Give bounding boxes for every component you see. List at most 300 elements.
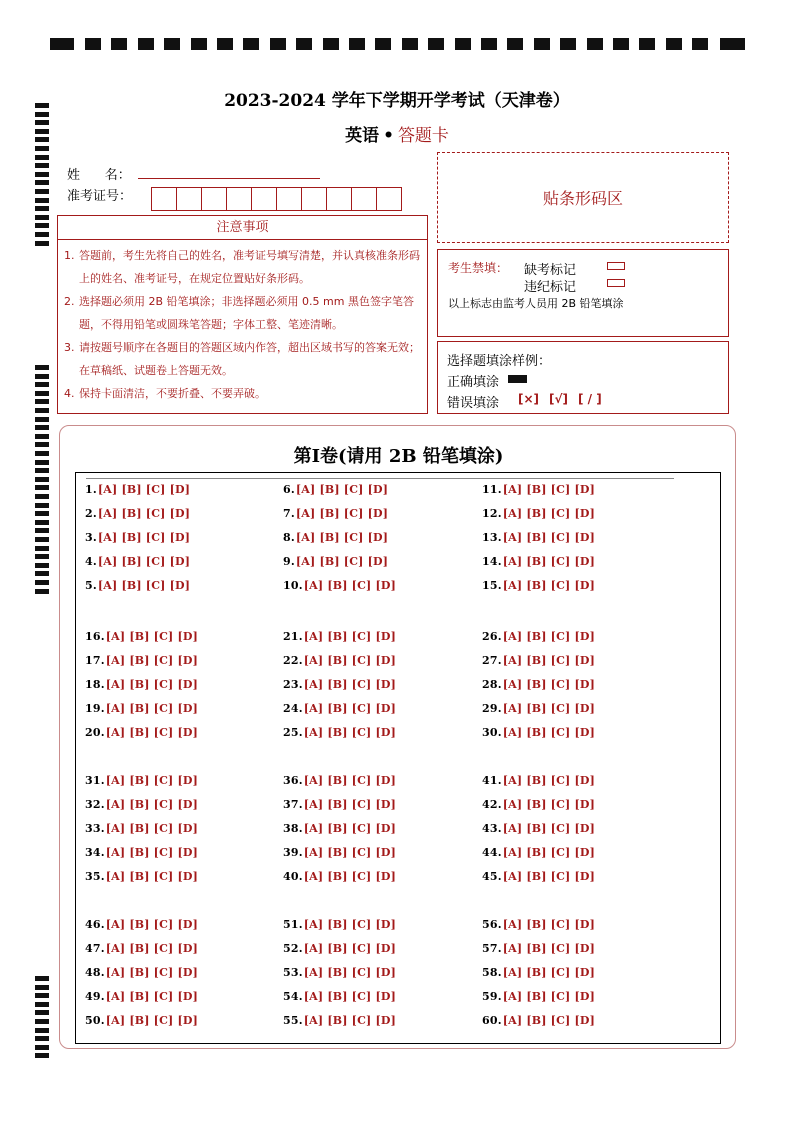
answer-options[interactable]: [A] [B] [C] [D] [295, 555, 389, 568]
timing-mark [191, 38, 207, 50]
question-58 [482, 966, 595, 979]
question-53 [283, 966, 396, 979]
question-28 [482, 678, 595, 691]
question-number: 8. [283, 531, 295, 544]
answer-options[interactable]: [A] [B] [C] [D] [105, 942, 199, 955]
sample-title: 选择题填涂样例： [447, 354, 552, 369]
question-number: 4. [85, 555, 97, 568]
question-number: 48. [85, 966, 105, 979]
question-number: 9. [283, 555, 295, 568]
question-number: 7. [283, 507, 295, 520]
part1-section [59, 425, 736, 1049]
wrong-mark-cross: [×] [518, 392, 540, 406]
barcode-label: 贴条形码区 [542, 189, 623, 208]
question-23 [283, 678, 396, 691]
answer-options[interactable]: [A] [B] [C] [D] [502, 846, 596, 859]
answer-options[interactable]: [A] [B] [C] [D] [502, 531, 596, 544]
question-number: 45. [482, 870, 502, 883]
question-26 [482, 630, 595, 643]
answer-options[interactable]: [A] [B] [C] [D] [105, 702, 199, 715]
subject-label: 英语 [345, 126, 380, 146]
question-22 [283, 654, 396, 667]
timing-mark [217, 38, 233, 50]
left-timing-marks-lower [35, 976, 51, 1066]
timing-mark [243, 38, 259, 50]
timing-mark [35, 1045, 49, 1050]
violation-mark-box[interactable] [607, 279, 625, 287]
answer-options[interactable]: [A] [B] [C] [D] [502, 555, 596, 568]
answer-options[interactable]: [A] [B] [C] [D] [502, 630, 596, 643]
answer-options[interactable]: [A] [B] [C] [D] [502, 483, 596, 496]
question-7 [283, 507, 388, 520]
question-number: 27. [482, 654, 502, 667]
question-4 [85, 555, 190, 568]
question-5 [85, 579, 190, 592]
answer-options[interactable]: [A] [B] [C] [D] [303, 678, 397, 691]
question-number: 19. [85, 702, 105, 715]
question-6 [283, 483, 388, 496]
answer-options[interactable]: [A] [B] [C] [D] [295, 483, 389, 496]
question-number: 59. [482, 990, 502, 1003]
timing-mark [35, 554, 49, 559]
question-number: 32. [85, 798, 105, 811]
answer-options[interactable]: [A] [B] [C] [D] [303, 774, 397, 787]
question-number: 30. [482, 726, 502, 739]
notice-item [64, 290, 421, 336]
answer-options[interactable]: [A] [B] [C] [D] [105, 990, 199, 1003]
question-10 [283, 579, 396, 592]
exam-id-label: 准考证号： [67, 189, 133, 204]
notice-text: 保持卡面清洁，不要折叠、不要弄破。 [79, 387, 266, 400]
answer-options[interactable]: [A] [B] [C] [D] [303, 579, 397, 592]
timing-mark [35, 163, 49, 168]
timing-mark [692, 38, 708, 50]
timing-mark [35, 365, 49, 370]
notice-num: 3. [64, 341, 75, 354]
timing-mark [534, 38, 550, 50]
answer-options[interactable]: [A] [B] [C] [D] [97, 531, 191, 544]
question-number: 18. [85, 678, 105, 691]
answer-options[interactable]: [A] [B] [C] [D] [502, 966, 596, 979]
notice-text: 答题前，考生先将自己的姓名，准考证号填写清楚，并认真核准条形码上的姓名、准考证号，在规定位置贴好条形码。 [79, 249, 420, 285]
question-number: 34. [85, 846, 105, 859]
top-timing-marks [50, 38, 745, 52]
answer-options[interactable]: [A] [B] [C] [D] [502, 918, 596, 931]
timing-mark [402, 38, 418, 50]
question-number: 11. [482, 483, 502, 496]
examiner-only-box [437, 249, 729, 337]
timing-mark [35, 241, 49, 246]
question-25 [283, 726, 396, 739]
question-number: 49. [85, 990, 105, 1003]
notice-item [64, 382, 421, 405]
answer-options[interactable]: [A] [B] [C] [D] [502, 822, 596, 835]
question-46 [85, 918, 198, 931]
answer-grid-rule [86, 478, 674, 479]
question-number: 28. [482, 678, 502, 691]
question-number: 60. [482, 1014, 502, 1027]
notice-item [64, 244, 421, 290]
wrong-fill-marks [518, 392, 612, 406]
timing-mark [35, 976, 49, 981]
timing-mark [35, 374, 49, 379]
question-number: 43. [482, 822, 502, 835]
part1-title: 第Ⅰ卷(请用 2B 铅笔填涂) [293, 446, 504, 467]
question-18 [85, 678, 198, 691]
timing-mark [35, 382, 49, 387]
question-number: 12. [482, 507, 502, 520]
question-37 [283, 798, 396, 811]
question-number: 29. [482, 702, 502, 715]
answer-options[interactable]: [A] [B] [C] [D] [105, 918, 199, 931]
question-42 [482, 798, 595, 811]
answer-options[interactable]: [A] [B] [C] [D] [303, 654, 397, 667]
timing-mark [35, 198, 49, 203]
answer-options[interactable]: [A] [B] [C] [D] [105, 798, 199, 811]
id-digit-box[interactable] [376, 187, 402, 211]
id-digit-box[interactable] [151, 187, 177, 211]
question-number: 54. [283, 990, 303, 1003]
answer-options[interactable]: [A] [B] [C] [D] [105, 966, 199, 979]
question-9 [283, 555, 388, 568]
question-number: 15. [482, 579, 502, 592]
answer-options[interactable]: [A] [B] [C] [D] [295, 507, 389, 520]
notice-num: 1. [64, 249, 75, 262]
id-digit-box[interactable] [326, 187, 352, 211]
timing-mark [35, 503, 49, 508]
question-number: 46. [85, 918, 105, 931]
question-number: 3. [85, 531, 97, 544]
answer-options[interactable]: [A] [B] [C] [D] [97, 579, 191, 592]
timing-mark [164, 38, 180, 50]
answer-options[interactable]: [A] [B] [C] [D] [502, 654, 596, 667]
question-number: 39. [283, 846, 303, 859]
question-51 [283, 918, 396, 931]
id-digit-box[interactable] [301, 187, 327, 211]
answer-options[interactable]: [A] [B] [C] [D] [502, 702, 596, 715]
answer-options[interactable]: [A] [B] [C] [D] [105, 1014, 199, 1027]
timing-mark [35, 442, 49, 447]
timing-mark [587, 38, 603, 50]
question-13 [482, 531, 595, 544]
id-digit-box[interactable] [276, 187, 302, 211]
answer-options[interactable]: [A] [B] [C] [D] [303, 942, 397, 955]
answer-options[interactable]: [A] [B] [C] [D] [295, 531, 389, 544]
timing-mark [35, 589, 49, 594]
question-20 [85, 726, 198, 739]
question-8 [283, 531, 388, 544]
timing-mark [35, 571, 49, 576]
question-56 [482, 918, 595, 931]
timing-mark [428, 38, 444, 50]
answer-options[interactable]: [A] [B] [C] [D] [303, 726, 397, 739]
timing-mark [35, 993, 49, 998]
barcode-area [437, 152, 729, 243]
absent-mark-box[interactable] [607, 262, 625, 270]
notice-item [64, 336, 421, 382]
question-number: 26. [482, 630, 502, 643]
timing-mark [138, 38, 154, 50]
timing-mark [35, 399, 49, 404]
question-number: 10. [283, 579, 303, 592]
sample-wrong-label: 错误填涂 [447, 396, 500, 411]
answer-options[interactable]: [A] [B] [C] [D] [502, 774, 596, 787]
timing-mark [35, 223, 49, 228]
timing-mark [35, 1010, 49, 1015]
question-38 [283, 822, 396, 835]
question-number: 23. [283, 678, 303, 691]
answer-options[interactable]: [A] [B] [C] [D] [502, 942, 596, 955]
answer-grid [75, 472, 721, 1044]
answer-options[interactable]: [A] [B] [C] [D] [303, 1014, 397, 1027]
timing-mark [35, 425, 49, 430]
timing-mark [35, 468, 49, 473]
question-number: 25. [283, 726, 303, 739]
question-54 [283, 990, 396, 1003]
answer-options[interactable]: [A] [B] [C] [D] [502, 1014, 596, 1027]
exam-id-boxes[interactable] [151, 187, 401, 211]
question-number: 42. [482, 798, 502, 811]
answer-options[interactable]: [A] [B] [C] [D] [303, 918, 397, 931]
question-number: 44. [482, 846, 502, 859]
question-number: 47. [85, 942, 105, 955]
timing-mark [35, 417, 49, 422]
answer-options[interactable]: [A] [B] [C] [D] [303, 870, 397, 883]
question-1 [85, 483, 190, 496]
answer-options[interactable]: [A] [B] [C] [D] [105, 726, 199, 739]
answer-options[interactable]: [A] [B] [C] [D] [105, 678, 199, 691]
answer-options[interactable]: [A] [B] [C] [D] [502, 726, 596, 739]
timing-mark [35, 206, 49, 211]
timing-mark [35, 189, 49, 194]
question-15 [482, 579, 595, 592]
question-number: 56. [482, 918, 502, 931]
timing-mark [35, 434, 49, 439]
timing-mark [720, 38, 745, 50]
notice-text: 选择题必须用 2B 铅笔填涂；非选择题必须用 0.5 mm 黑色签字笔答题，不得用铅笔或圆珠笔答题；字体工整、笔迹清晰。 [79, 295, 414, 331]
question-number: 31. [85, 774, 105, 787]
notice-heading: 注意事项 [58, 216, 427, 240]
page-title: 2023-2024 学年下学期开学考试（天津卷） [224, 91, 570, 111]
timing-mark [35, 460, 49, 465]
name-field[interactable] [138, 178, 320, 179]
timing-mark [560, 38, 576, 50]
question-40 [283, 870, 396, 883]
forbidden-note: 以上标志由监考人员用 2B 铅笔填涂 [448, 297, 624, 310]
id-digit-box[interactable] [176, 187, 202, 211]
question-47 [85, 942, 198, 955]
question-number: 35. [85, 870, 105, 883]
timing-mark [507, 38, 523, 50]
answer-options[interactable]: [A] [B] [C] [D] [105, 630, 199, 643]
answer-options[interactable]: [A] [B] [C] [D] [105, 846, 199, 859]
wrong-mark-slash: [ / ] [578, 392, 602, 406]
timing-mark [35, 546, 49, 551]
question-35 [85, 870, 198, 883]
id-digit-box[interactable] [226, 187, 252, 211]
answer-options[interactable]: [A] [B] [C] [D] [502, 678, 596, 691]
question-number: 1. [85, 483, 97, 496]
wrong-mark-check: [√] [549, 392, 569, 406]
question-number: 17. [85, 654, 105, 667]
timing-mark [50, 38, 74, 50]
question-41 [482, 774, 595, 787]
timing-mark [35, 232, 49, 237]
answer-options[interactable]: [A] [B] [C] [D] [97, 507, 191, 520]
question-number: 55. [283, 1014, 303, 1027]
answer-options[interactable]: [A] [B] [C] [D] [502, 990, 596, 1003]
timing-mark [349, 38, 365, 50]
timing-mark [35, 408, 49, 413]
question-36 [283, 774, 396, 787]
question-number: 33. [85, 822, 105, 835]
timing-mark [35, 1002, 49, 1007]
timing-mark [613, 38, 629, 50]
question-49 [85, 990, 198, 1003]
notice-box [57, 215, 428, 414]
timing-mark [35, 451, 49, 456]
timing-mark [323, 38, 339, 50]
answer-options[interactable]: [A] [B] [C] [D] [502, 798, 596, 811]
question-number: 41. [482, 774, 502, 787]
card-label: 答题卡 [397, 126, 449, 146]
id-digit-box[interactable] [351, 187, 377, 211]
timing-mark [35, 985, 49, 990]
timing-mark [35, 511, 49, 516]
question-11 [482, 483, 595, 496]
question-number: 50. [85, 1014, 105, 1027]
timing-mark [270, 38, 286, 50]
answer-options[interactable]: [A] [B] [C] [D] [502, 579, 596, 592]
timing-mark [35, 528, 49, 533]
subtitle-separator: • [383, 126, 394, 146]
timing-mark [111, 38, 127, 50]
answer-options[interactable]: [A] [B] [C] [D] [303, 702, 397, 715]
question-number: 51. [283, 918, 303, 931]
question-57 [482, 942, 595, 955]
timing-mark [666, 38, 682, 50]
question-45 [482, 870, 595, 883]
answer-options[interactable]: [A] [B] [C] [D] [303, 822, 397, 835]
question-number: 2. [85, 507, 97, 520]
question-44 [482, 846, 595, 859]
question-12 [482, 507, 595, 520]
question-50 [85, 1014, 198, 1027]
question-14 [482, 555, 595, 568]
question-33 [85, 822, 198, 835]
answer-options[interactable]: [A] [B] [C] [D] [303, 966, 397, 979]
answer-options[interactable]: [A] [B] [C] [D] [105, 822, 199, 835]
question-number: 52. [283, 942, 303, 955]
id-digit-box[interactable] [251, 187, 277, 211]
question-number: 5. [85, 579, 97, 592]
timing-mark [35, 112, 49, 117]
notice-list [58, 240, 427, 405]
timing-mark [35, 477, 49, 482]
question-number: 22. [283, 654, 303, 667]
question-number: 13. [482, 531, 502, 544]
sample-correct-label: 正确填涂 [447, 375, 500, 390]
question-number: 24. [283, 702, 303, 715]
answer-options[interactable]: [A] [B] [C] [D] [303, 798, 397, 811]
timing-mark [35, 494, 49, 499]
question-number: 40. [283, 870, 303, 883]
question-number: 16. [85, 630, 105, 643]
question-number: 38. [283, 822, 303, 835]
timing-mark [35, 1019, 49, 1024]
timing-mark [455, 38, 471, 50]
answer-options[interactable]: [A] [B] [C] [D] [105, 774, 199, 787]
question-16 [85, 630, 198, 643]
timing-mark [35, 1036, 49, 1041]
answer-options[interactable]: [A] [B] [C] [D] [97, 483, 191, 496]
question-31 [85, 774, 198, 787]
timing-mark [35, 172, 49, 177]
question-number: 6. [283, 483, 295, 496]
answer-options[interactable]: [A] [B] [C] [D] [105, 870, 199, 883]
question-32 [85, 798, 198, 811]
question-19 [85, 702, 198, 715]
timing-mark [296, 38, 312, 50]
timing-mark [85, 38, 101, 50]
question-59 [482, 990, 595, 1003]
question-39 [283, 846, 396, 859]
notice-num: 2. [64, 295, 75, 308]
question-number: 14. [482, 555, 502, 568]
notice-num: 4. [64, 387, 75, 400]
question-number: 53. [283, 966, 303, 979]
name-label: 姓 名： [67, 168, 131, 183]
answer-options[interactable]: [A] [B] [C] [D] [97, 555, 191, 568]
timing-mark [375, 38, 391, 50]
answer-options[interactable]: [A] [B] [C] [D] [303, 630, 397, 643]
answer-options[interactable]: [A] [B] [C] [D] [502, 507, 596, 520]
timing-mark [35, 215, 49, 220]
notice-text: 请按题号顺序在各题目的答题区域内作答，超出区域书写的答案无效；在草稿纸、试题卷上答题无效。 [79, 341, 420, 377]
id-digit-box[interactable] [201, 187, 227, 211]
timing-mark [35, 155, 49, 160]
answer-options[interactable]: [A] [B] [C] [D] [303, 846, 397, 859]
question-number: 57. [482, 942, 502, 955]
timing-mark [35, 520, 49, 525]
timing-mark [35, 1053, 49, 1058]
timing-mark [35, 537, 49, 542]
question-number: 21. [283, 630, 303, 643]
timing-mark [35, 146, 49, 151]
answer-options[interactable]: [A] [B] [C] [D] [105, 654, 199, 667]
question-55 [283, 1014, 396, 1027]
answer-options[interactable]: [A] [B] [C] [D] [303, 990, 397, 1003]
question-number: 37. [283, 798, 303, 811]
timing-mark [35, 180, 49, 185]
timing-mark [35, 580, 49, 585]
question-48 [85, 966, 198, 979]
question-24 [283, 702, 396, 715]
question-27 [482, 654, 595, 667]
left-timing-marks-middle [35, 365, 51, 600]
absent-mark-label: 缺考标记 [524, 263, 577, 278]
timing-mark [35, 1028, 49, 1033]
question-number: 58. [482, 966, 502, 979]
question-52 [283, 942, 396, 955]
answer-options[interactable]: [A] [B] [C] [D] [502, 870, 596, 883]
timing-mark [35, 391, 49, 396]
question-30 [482, 726, 595, 739]
question-34 [85, 846, 198, 859]
correct-fill-mark [508, 375, 527, 383]
fill-sample-box [437, 341, 729, 414]
question-3 [85, 531, 190, 544]
